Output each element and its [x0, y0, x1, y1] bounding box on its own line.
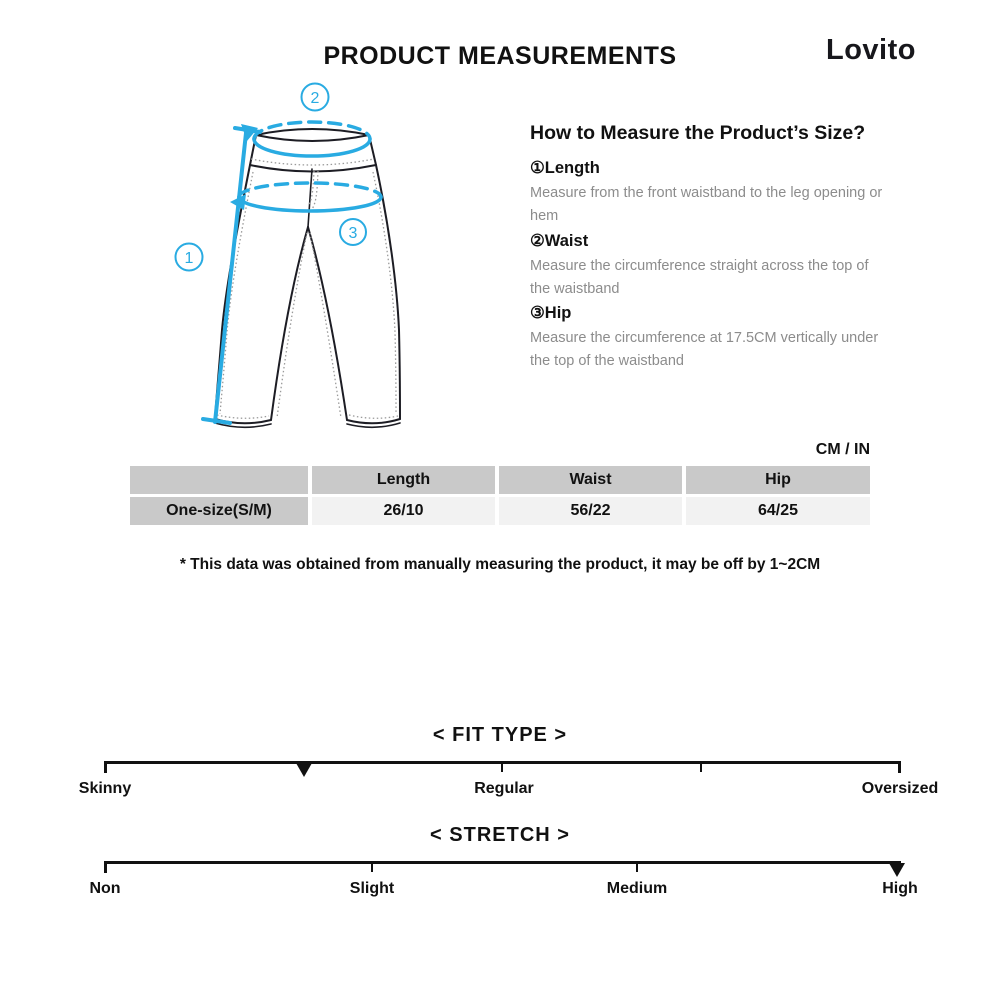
stretch-title: < STRETCH > [430, 824, 570, 846]
waist-label: ②Waist [530, 231, 589, 250]
row-size-cell: One-size(S/M) [130, 497, 308, 525]
unit-label: CM / IN [815, 441, 870, 458]
how-to-measure-section [530, 122, 890, 375]
row-waist-cell: 56/22 [499, 497, 682, 525]
row-length-cell: 26/10 [312, 497, 495, 525]
stretch-label-slight: Slight [349, 880, 395, 897]
how-to-heading: How to Measure the Product’s Size? [530, 122, 866, 144]
fit-type-label-regular: Regular [474, 780, 534, 797]
fit-type-quarter-tick [700, 762, 702, 772]
marker-1-number: 1 [184, 250, 194, 267]
header-cell-waist: Waist [499, 466, 682, 494]
stretch-medium-tick [636, 862, 638, 872]
fit-type-mid-tick [501, 762, 503, 772]
length-measure-line [203, 128, 260, 423]
stretch-axis [0, 848, 1000, 882]
fit-type-axis [0, 748, 1000, 782]
brand-logo: Lovito [826, 34, 916, 66]
marker-3-number: 3 [348, 225, 358, 242]
pants-measurement-diagram [150, 80, 480, 440]
fit-type-marker-triangle [296, 763, 312, 777]
header-cell-length: Length [312, 466, 495, 494]
header-cell-hip: Hip [686, 466, 870, 494]
marker-badges [176, 84, 367, 271]
fit-type-label-skinny: Skinny [78, 780, 132, 797]
length-desc: Measure from the front waistband to the leg opening or hem [530, 184, 883, 224]
size-table [130, 466, 870, 525]
stretch-marker-triangle [889, 863, 905, 877]
measurement-marks [203, 122, 381, 423]
page-title: PRODUCT MEASUREMENTS [323, 42, 677, 70]
stretch-label-medium: Medium [606, 880, 668, 897]
stretch-slight-tick [371, 862, 373, 872]
stretch-left-tick [104, 861, 107, 873]
measurement-disclaimer: * This data was obtained from manually measuring the product, it may be off by 1~2CM [179, 556, 821, 573]
table-header-row [130, 466, 870, 494]
how-to-item-waist [530, 230, 890, 301]
length-label: ①Length [530, 159, 600, 177]
header-cell-empty [130, 466, 308, 494]
fit-type-right-tick [898, 761, 901, 773]
table-row [130, 497, 870, 525]
hip-label: ③Hip [530, 304, 572, 323]
marker-2-number: 2 [310, 90, 320, 107]
stretch-label-non: Non [89, 880, 121, 897]
waist-desc: Measure the circumference straight across the top of the waistband [530, 257, 869, 297]
stretch-label-high: High [882, 880, 918, 897]
fit-type-label-oversized: Oversized [861, 780, 939, 797]
fit-type-left-tick [104, 761, 107, 773]
hip-desc: Measure the circumference at 17.5CM vertically under the top of the waistband [530, 330, 879, 370]
row-hip-cell: 64/25 [686, 497, 870, 525]
how-to-item-length [530, 157, 890, 228]
how-to-item-hip [530, 302, 890, 373]
waist-measure-ellipse [254, 122, 370, 156]
fit-type-title: < FIT TYPE > [432, 724, 568, 746]
